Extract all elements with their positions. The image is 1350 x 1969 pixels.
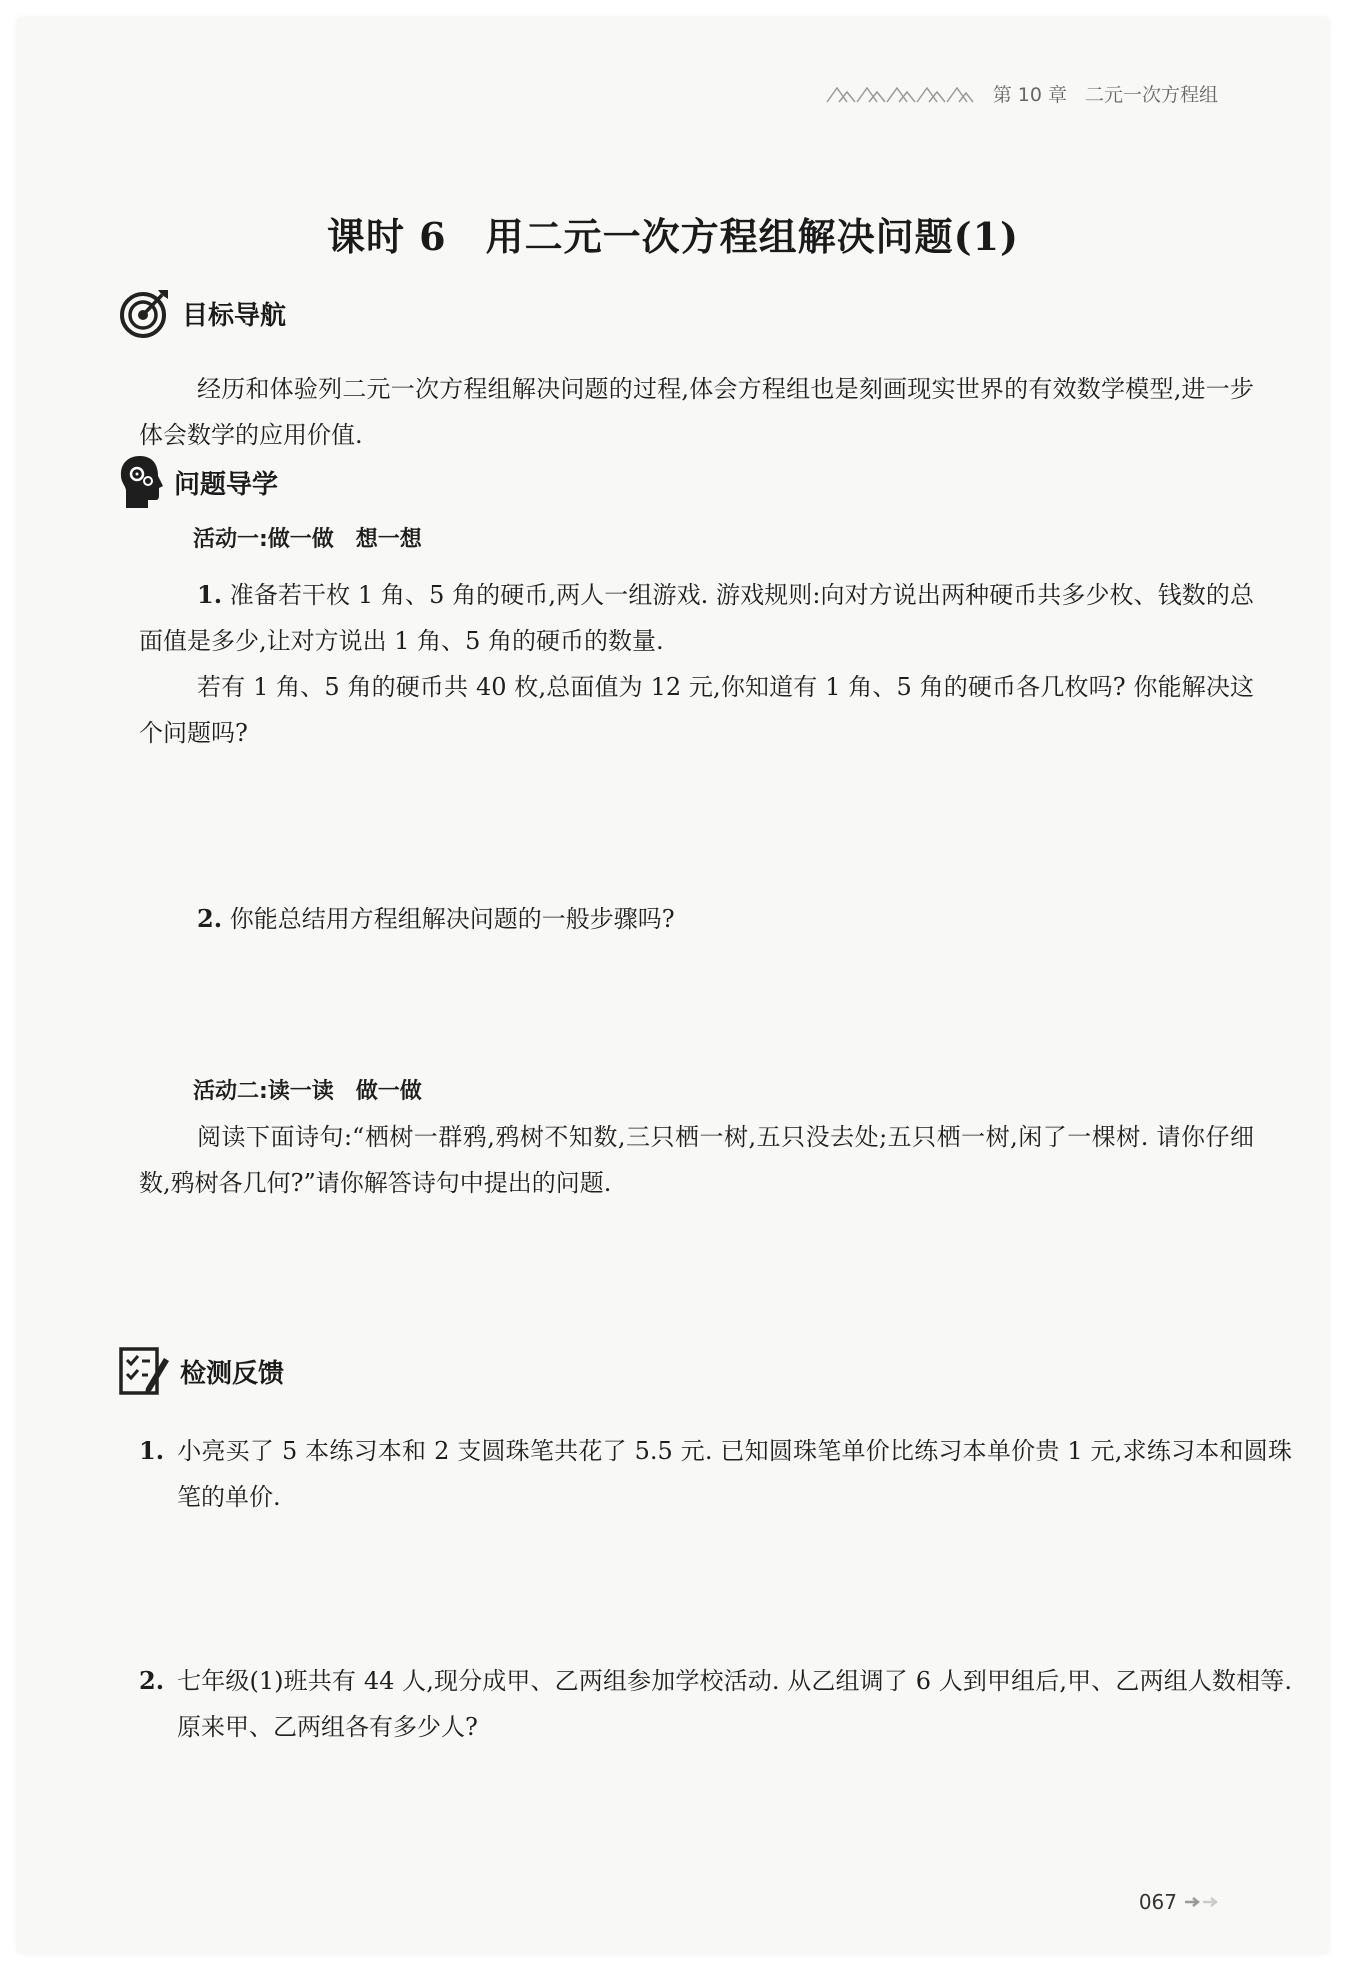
goal-heading-text: 目标导航 (182, 300, 287, 331)
lesson-title: 课时 6 用二元一次方程组解决问题(1) (326, 214, 1020, 259)
activity1-q2 (139, 896, 1254, 942)
feedback-q2 (139, 1658, 1292, 1750)
q2-number: 2. (197, 904, 223, 933)
guide-heading-text: 问题导学 (174, 469, 279, 500)
chapter-title: 二元一次方程组 (1084, 84, 1218, 106)
feedback-q2-number: 2. (139, 1666, 165, 1695)
feedback-q1 (139, 1428, 1292, 1520)
textbook-page (18, 18, 1328, 1953)
feedback-q1-number: 1. (139, 1436, 165, 1465)
q1-text: 准备若干枚 1 角、5 角的硬币,两人一组游戏. 游戏规则:向对方说出两种硬币共多少枚、钱数的总面值是多少,让对方说出 1 角、5 角的硬币的数量. (139, 581, 1254, 655)
feedback-heading-text: 检测反馈 (180, 1358, 285, 1389)
activity1-q1-follow: 若有 1 角、5 角的硬币共 40 枚,总面值为 12 元,你知道有 1 角、5 角的硬币各几枚吗? 你能解决这个问题吗? (139, 673, 1254, 747)
target-icon (118, 286, 172, 340)
goal-section-heading (118, 286, 286, 340)
running-header (825, 80, 1218, 107)
goal-text: 经历和体验列二元一次方程组解决问题的过程,体会方程组也是刻画现实世界的有效数学模型,进一步体会数学的应用价值. (139, 375, 1254, 449)
mountain-ornament-icon (825, 84, 975, 104)
q1-number: 1. (197, 580, 223, 609)
page-number-text: 067 (1138, 1890, 1177, 1914)
checklist-pen-icon (118, 1344, 170, 1398)
head-gears-icon (118, 454, 164, 510)
guide-section-heading (118, 454, 278, 510)
feedback-q1-text: 小亮买了 5 本练习本和 2 支圆珠笔共花了 5.5 元. 已知圆珠笔单价比练习本单价贵 1 元,求练习本和圆珠笔的单价. (177, 1437, 1292, 1511)
page-number (1139, 1890, 1223, 1914)
activity2-text: 阅读下面诗句:“栖树一群鸦,鸦树不知数,三只栖一树,五只没去处;五只栖一树,闲了一棵树. 请你仔细数,鸦树各几何?”请你解答诗句中提出的问题. (139, 1123, 1254, 1197)
activity1-q1 (139, 572, 1254, 664)
feedback-section-heading (118, 1344, 284, 1398)
q2-text: 你能总结用方程组解决问题的一般步骤吗? (229, 905, 675, 933)
activity2-label: 活动二:读一读 做一做 (193, 1079, 422, 1104)
chapter-number: 第 10 章 (992, 84, 1067, 106)
activity1-label: 活动一:做一做 想一想 (193, 527, 422, 552)
feedback-q2-text: 七年级(1)班共有 44 人,现分成甲、乙两组参加学校活动. 从乙组调了 6 人到甲组后,甲、乙两组人数相等. 原来甲、乙两组各有多少人? (177, 1667, 1292, 1741)
double-arrow-icon (1183, 1896, 1223, 1908)
